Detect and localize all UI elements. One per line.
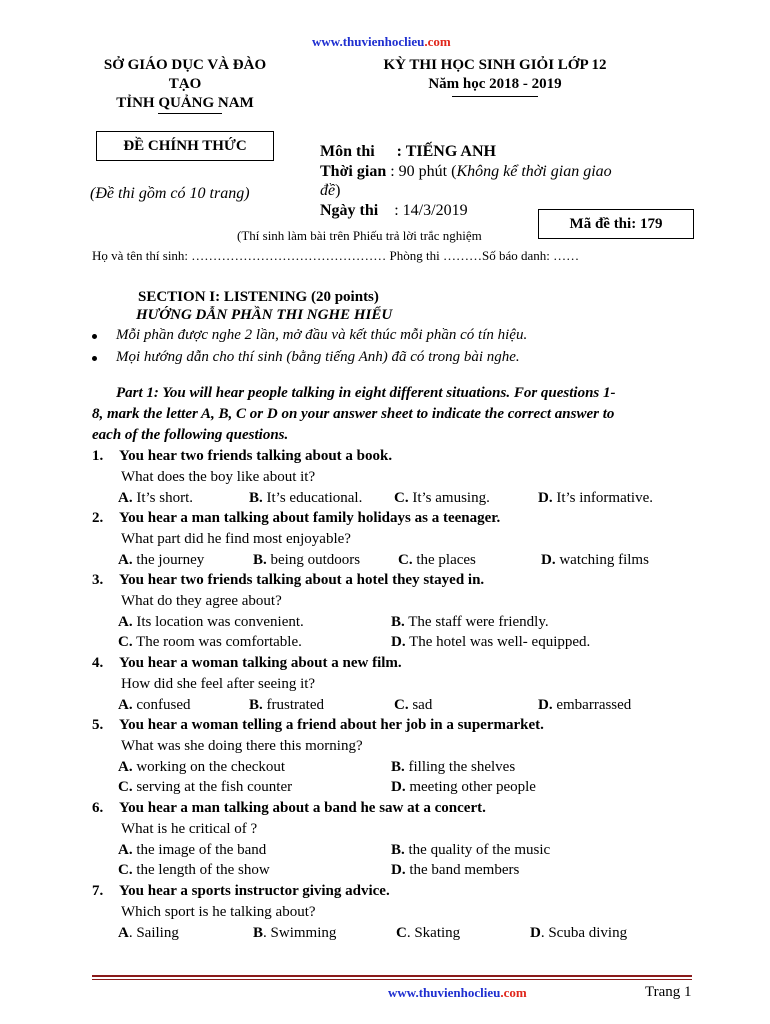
question-text: What was she doing there this morning?: [121, 737, 363, 754]
site-main-text: www.thuvienhoclieu: [312, 34, 425, 49]
option-letter: D.: [391, 634, 406, 651]
answer-option[interactable]: [118, 759, 285, 776]
exam-code-label: Mã đề thi: 179: [569, 216, 663, 232]
answer-option[interactable]: [530, 925, 627, 942]
answer-option[interactable]: [118, 697, 191, 714]
question-prompt: You hear a man talking about family holidays as a teenager.: [119, 510, 501, 526]
option-letter: C: [396, 924, 407, 941]
option-text: confused: [132, 696, 191, 713]
option-text: . Sailing: [128, 924, 179, 941]
option-text: working on the checkout: [132, 758, 286, 775]
footer-rule: [92, 975, 692, 977]
option-text: It’s amusing.: [408, 489, 490, 506]
guide-title: HƯỚNG DẪN PHẦN THI NGHE HIỂU: [136, 307, 393, 323]
option-text: the length of the show: [132, 862, 270, 879]
part1-line-2: 8, mark the letter A, B, C or D on your answer sheet to indicate the correct answer to: [92, 406, 615, 422]
exam-title: KỲ THI HỌC SINH GIỎI LỚP 12: [383, 57, 607, 73]
answer-option[interactable]: [118, 779, 292, 796]
official-label: ĐỀ CHÍNH THỨC: [123, 138, 247, 154]
option-text: The room was comfortable.: [132, 634, 302, 651]
time-label: Thời gian: [320, 163, 387, 180]
question-text: How did she feel after seeing it?: [121, 675, 316, 692]
time-row: [320, 163, 612, 181]
question-prompt: You hear a woman talking about a new film.: [119, 655, 402, 671]
question-text: What part did he find most enjoyable?: [121, 530, 351, 547]
answer-option[interactable]: [253, 552, 360, 569]
option-letter: C.: [394, 696, 409, 713]
option-letter: B.: [391, 758, 405, 775]
date-row: [320, 202, 468, 220]
footer-site-main: www.thuvienhoclieu: [388, 985, 501, 1000]
question-number: 6.: [92, 800, 104, 816]
answer-option[interactable]: [391, 634, 590, 651]
school-year: Năm học 2018 - 2019: [428, 76, 562, 92]
department-block: [80, 56, 290, 113]
option-letter: B.: [249, 696, 263, 713]
exam-code-box: [538, 209, 694, 239]
question-number: 3.: [92, 572, 104, 588]
option-letter: A.: [118, 613, 133, 630]
option-letter: A: [118, 924, 129, 941]
part1-line-3: each of the following questions.: [92, 427, 289, 443]
option-letter: A.: [118, 841, 133, 858]
page-number: Trang 1: [645, 984, 692, 1000]
option-text: sad: [408, 696, 433, 713]
option-text: It’s informative.: [552, 489, 653, 506]
pages-note: (Đề thi gồm có 10 trang): [90, 185, 250, 202]
subject-label: Môn thi: [320, 143, 375, 160]
answer-option[interactable]: [118, 862, 270, 879]
time-note-row: [320, 182, 340, 200]
option-text: The hotel was well- equipped.: [405, 634, 591, 651]
question-prompt: You hear two friends talking about a book.: [119, 448, 393, 464]
option-text: watching films: [555, 551, 649, 568]
answer-option[interactable]: [391, 779, 536, 796]
option-letter: C.: [118, 634, 133, 651]
option-text: filling the shelves: [404, 758, 516, 775]
option-text: frustrated: [262, 696, 324, 713]
official-exam-box: [96, 131, 274, 161]
question-number: 1.: [92, 448, 104, 464]
question-number: 5.: [92, 717, 104, 733]
question-number: 4.: [92, 655, 104, 671]
section-title: SECTION I: LISTENING (20 points): [138, 289, 379, 305]
answer-option[interactable]: [118, 842, 266, 859]
option-letter: D.: [391, 779, 406, 796]
option-letter: C.: [398, 551, 413, 568]
option-letter: D.: [541, 551, 556, 568]
option-letter: B: [253, 924, 264, 941]
time-value: : 90 phút (: [390, 163, 457, 180]
bullet-1: Mỗi phần được nghe 2 lần, mở đầu và kết thúc mỗi phần có tín hiệu.: [116, 327, 528, 343]
question-prompt: You hear a sports instructor giving advice.: [119, 883, 390, 899]
answer-option[interactable]: [394, 490, 490, 507]
option-letter: B.: [391, 841, 405, 858]
question-text: What does the boy like about it?: [121, 468, 316, 485]
option-letter: D.: [391, 862, 406, 879]
answer-option[interactable]: [541, 552, 649, 569]
option-letter: A.: [118, 758, 133, 775]
option-text: the journey: [132, 551, 205, 568]
date-value: : 14/3/2019: [394, 202, 468, 219]
option-text: serving at the fish counter: [132, 779, 293, 796]
option-letter: D.: [538, 489, 553, 506]
answer-option[interactable]: [249, 490, 362, 507]
answer-option[interactable]: [391, 614, 549, 631]
question-text: What do they agree about?: [121, 592, 282, 609]
time-note-2: đề: [320, 182, 336, 199]
question-prompt: You hear a woman telling a friend about her job in a supermarket.: [119, 717, 544, 733]
option-letter: D.: [538, 696, 553, 713]
footer-rule-thin: [92, 979, 692, 980]
time-note-1: Không kể thời gian giao: [456, 163, 612, 180]
dept-underline: [158, 113, 222, 114]
answer-option[interactable]: [391, 842, 550, 859]
header-site-link[interactable]: [312, 34, 451, 50]
bullet-dot-1: [92, 334, 97, 339]
date-label: Ngày thi: [320, 202, 379, 219]
bullet-2: Mọi hướng dẫn cho thí sinh (bằng tiếng Anh) đã có trong bài nghe.: [116, 349, 520, 365]
option-text: being outdoors: [266, 551, 361, 568]
question-text: What is he critical of ?: [121, 820, 258, 837]
answer-option[interactable]: [398, 552, 476, 569]
option-text: It’s short.: [132, 489, 194, 506]
answer-option[interactable]: [391, 759, 515, 776]
dept-line-1: SỞ GIÁO DỤC VÀ ĐÀO: [103, 57, 267, 73]
option-text: the places: [412, 551, 476, 568]
option-text: The staff were friendly.: [404, 613, 549, 630]
answer-option[interactable]: [118, 552, 204, 569]
option-text: . Swimming: [263, 924, 337, 941]
answer-option[interactable]: [391, 862, 519, 879]
question-prompt: You hear a man talking about a band he saw at a concert.: [119, 800, 486, 816]
option-text: the band members: [405, 862, 520, 879]
option-letter: A.: [118, 696, 133, 713]
option-text: . Scuba diving: [540, 924, 628, 941]
answer-option[interactable]: [538, 697, 631, 714]
bullet-dot-2: [92, 356, 97, 361]
option-letter: B.: [249, 489, 263, 506]
year-underline: [452, 96, 538, 97]
option-letter: B.: [391, 613, 405, 630]
answer-option[interactable]: [118, 925, 179, 942]
question-number: 2.: [92, 510, 104, 526]
option-text: . Skating: [406, 924, 461, 941]
dept-line-2: TẠO: [168, 76, 202, 92]
answer-option[interactable]: [538, 490, 653, 507]
answer-option[interactable]: [118, 490, 193, 507]
candidate-info-line: Họ và tên thí sinh: ……………………………………… Phòng thi ………Số báo danh: ……: [92, 248, 580, 263]
answer-option[interactable]: [249, 697, 324, 714]
option-text: embarrassed: [552, 696, 632, 713]
option-letter: C.: [118, 862, 133, 879]
option-letter: A.: [118, 551, 133, 568]
site-tld-text: .com: [424, 34, 451, 49]
question-text: Which sport is he talking about?: [121, 903, 316, 920]
dept-line-3: TỈNH QUẢNG NAM: [116, 95, 254, 111]
exam-title-block: [355, 56, 635, 94]
answer-option[interactable]: [394, 697, 432, 714]
option-letter: C.: [118, 779, 133, 796]
option-letter: A.: [118, 489, 133, 506]
option-letter: B.: [253, 551, 267, 568]
part1-line-1: Part 1: You will hear people talking in eight different situations. For questions 1-: [116, 385, 616, 401]
option-text: meeting other people: [405, 779, 536, 796]
answer-option[interactable]: [253, 925, 336, 942]
footer-site-link[interactable]: [388, 985, 527, 1001]
option-letter: C.: [394, 489, 409, 506]
subject-value: : TIẾNG ANH: [396, 143, 496, 160]
question-number: 7.: [92, 883, 104, 899]
option-text: It’s educational.: [262, 489, 363, 506]
subject-row: [320, 143, 496, 161]
option-text: the quality of the music: [404, 841, 551, 858]
option-letter: D: [530, 924, 541, 941]
answer-option[interactable]: [396, 925, 460, 942]
answer-sheet-note: (Thí sinh làm bài trên Phiếu trả lời trắc nghiệm: [237, 228, 482, 243]
footer-site-tld: .com: [500, 985, 527, 1000]
option-text: the image of the band: [132, 841, 267, 858]
question-prompt: You hear two friends talking about a hotel they stayed in.: [119, 572, 485, 588]
answer-option[interactable]: [118, 614, 304, 631]
answer-option[interactable]: [118, 634, 302, 651]
option-text: Its location was convenient.: [132, 613, 304, 630]
time-close: ): [335, 182, 341, 199]
